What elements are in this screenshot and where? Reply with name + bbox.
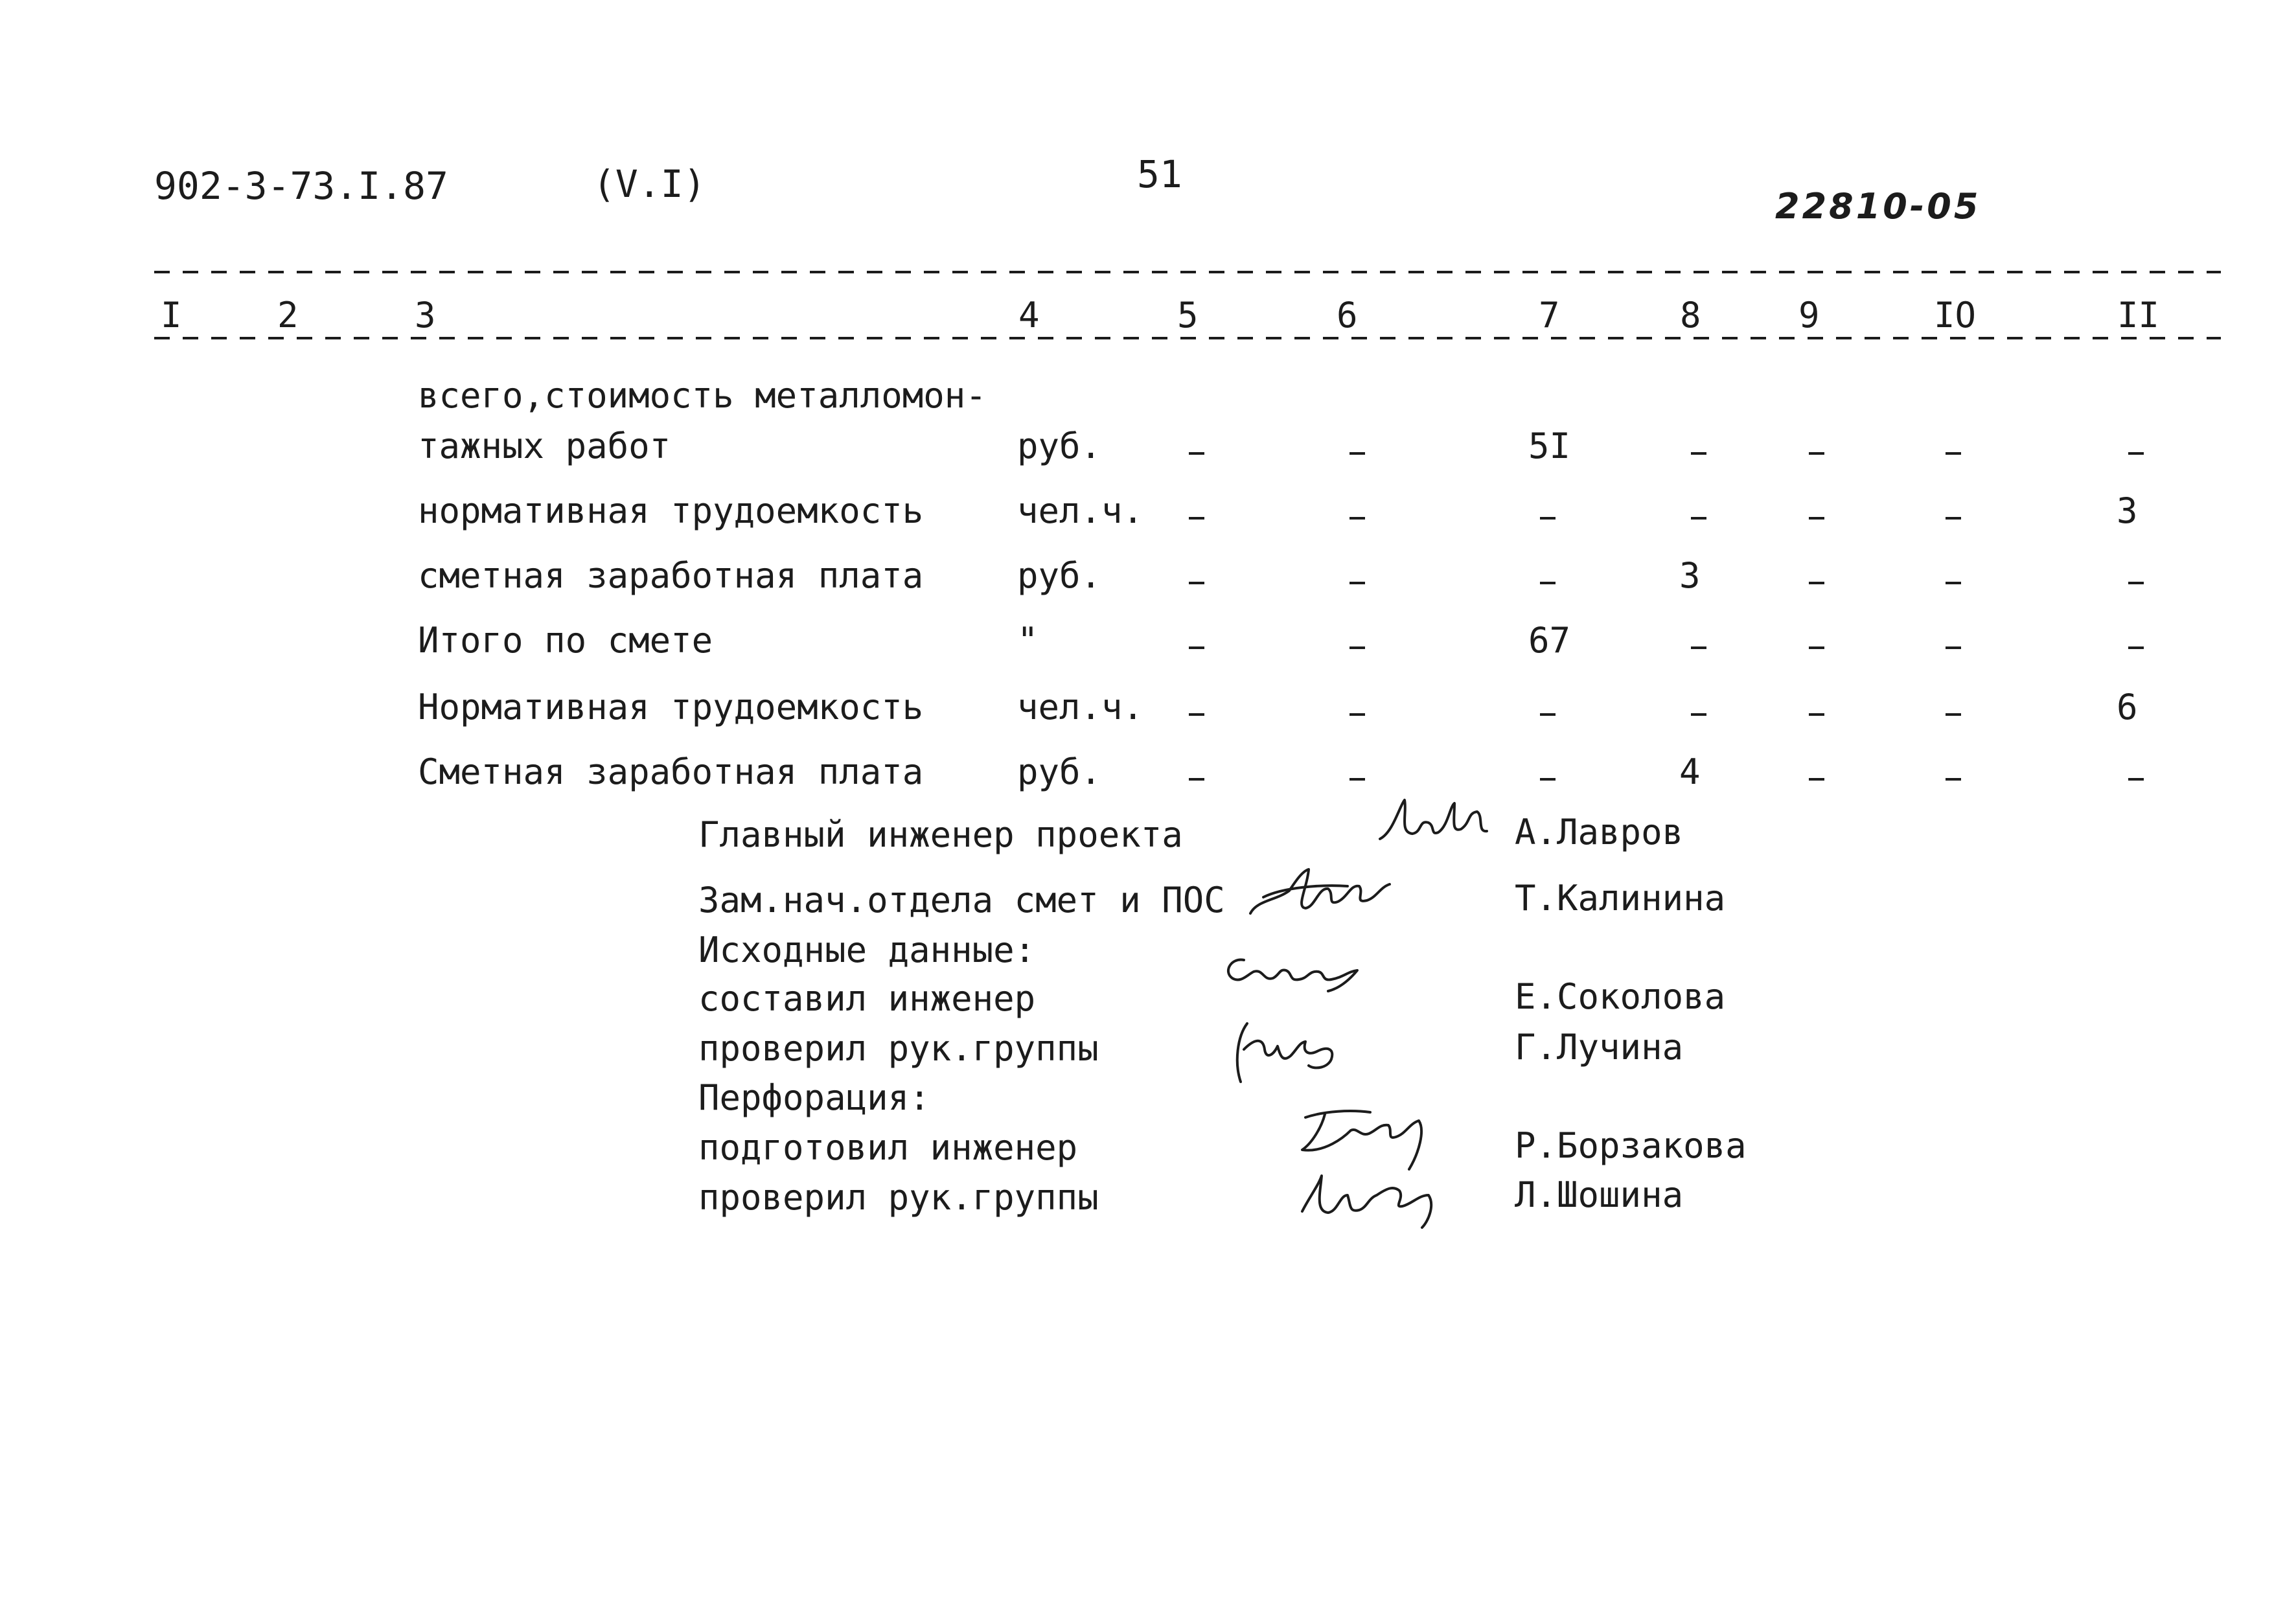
perforation-heading: Перфорация: <box>698 1077 930 1118</box>
cell-c6-empty <box>1349 517 1365 520</box>
row-description: Сметная заработная плата <box>418 751 924 792</box>
cell-c11-empty <box>2128 778 2144 781</box>
row-unit: руб. <box>1017 751 1102 792</box>
cell-c11-empty <box>2128 452 2144 455</box>
column-header-11: II <box>2117 295 2160 336</box>
doc-code: 902-3-73.I.87 <box>154 164 448 208</box>
column-header-8: 8 <box>1680 295 1701 336</box>
row-description-line2: тажных работ <box>418 426 671 466</box>
row-unit: руб. <box>1017 555 1102 596</box>
deputy-head-name: Т.Калинина <box>1515 878 1726 919</box>
column-header-7: 7 <box>1539 295 1560 336</box>
cell-c6-empty <box>1349 452 1365 455</box>
compiled-by-name: Е.Соколова <box>1515 976 1726 1017</box>
signature-sokolova <box>1218 952 1367 998</box>
cell-c10-empty <box>1946 778 1961 781</box>
table-header-rule <box>154 337 2221 339</box>
cell-c9-empty <box>1809 517 1824 520</box>
cell-c11-empty <box>2128 646 2144 649</box>
cell-c5-empty <box>1189 582 1204 584</box>
cell-c8-empty <box>1691 646 1706 649</box>
checked-by-2-role: проверил рук.группы <box>698 1177 1099 1218</box>
cell-c5-empty <box>1189 646 1204 649</box>
row-description: Итого по смете <box>418 620 713 661</box>
cell-c10-empty <box>1946 452 1961 455</box>
column-header-5: 5 <box>1177 295 1199 336</box>
prepared-by-name: Р.Борзакова <box>1515 1125 1747 1166</box>
column-header-2: 2 <box>277 295 299 336</box>
cell-c5-empty <box>1189 713 1204 716</box>
table-top-rule <box>154 271 2221 273</box>
cell-c11-empty <box>2128 582 2144 584</box>
cell-c10-empty <box>1946 517 1961 520</box>
cell-c7: 5I <box>1528 426 1571 466</box>
cell-c6-empty <box>1349 713 1365 716</box>
cell-c9-empty <box>1809 713 1824 716</box>
cell-c7-empty <box>1540 582 1556 584</box>
cell-c9-empty <box>1809 452 1824 455</box>
archive-stamp: 22810-05 <box>1775 186 1981 227</box>
cell-c8: 3 <box>1679 555 1701 596</box>
cell-c7-empty <box>1540 778 1556 781</box>
cell-c10-empty <box>1946 582 1961 584</box>
checked-by-2-name: Л.Шошина <box>1515 1174 1684 1215</box>
cell-c7-empty <box>1540 713 1556 716</box>
prepared-by-role: подготовил инженер <box>698 1127 1078 1168</box>
cell-c11: 6 <box>2117 687 2138 727</box>
column-header-4: 4 <box>1018 295 1040 336</box>
page-number: 51 <box>1137 152 1182 196</box>
cell-c10-empty <box>1946 713 1961 716</box>
cell-c7-empty <box>1540 517 1556 520</box>
volume-label: (V.I) <box>593 162 706 206</box>
cell-c8-empty <box>1691 517 1706 520</box>
checked-by-1-name: Г.Лучина <box>1515 1027 1684 1068</box>
cell-c8-empty <box>1691 713 1706 716</box>
cell-c8-empty <box>1691 452 1706 455</box>
chief-engineer-role: Главный инженер проекта <box>698 814 1183 855</box>
cell-c5-empty <box>1189 517 1204 520</box>
cell-c9-empty <box>1809 646 1824 649</box>
deputy-head-role: Зам.нач.отдела смет и ПОС <box>698 880 1225 921</box>
row-unit: " <box>1017 620 1039 661</box>
cell-c7: 67 <box>1528 620 1571 661</box>
cell-c5-empty <box>1189 778 1204 781</box>
cell-c6-empty <box>1349 582 1365 584</box>
checked-by-1-role: проверил рук.группы <box>698 1028 1099 1069</box>
row-description: Нормативная трудоемкость <box>418 687 924 727</box>
row-unit: чел.ч. <box>1017 490 1144 531</box>
row-description: нормативная трудоемкость <box>418 490 924 531</box>
signature-luchina <box>1218 1011 1367 1088</box>
chief-engineer-name: А.Лавров <box>1515 812 1684 852</box>
row-description: сметная заработная плата <box>418 555 924 596</box>
column-header-10: IO <box>1934 295 1977 336</box>
cell-c5-empty <box>1189 452 1204 455</box>
cell-c8: 4 <box>1679 751 1701 792</box>
row-unit: чел.ч. <box>1017 687 1144 727</box>
source-data-heading: Исходные данные: <box>698 930 1036 970</box>
cell-c6-empty <box>1349 778 1365 781</box>
column-header-3: 3 <box>415 295 436 336</box>
cell-c11: 3 <box>2117 490 2138 531</box>
cell-c9-empty <box>1809 582 1824 584</box>
cell-c10-empty <box>1946 646 1961 649</box>
cell-c6-empty <box>1349 646 1365 649</box>
signature-shoshina <box>1289 1160 1451 1231</box>
compiled-by-role: составил инженер <box>698 978 1036 1019</box>
signature-lavrov <box>1373 794 1503 852</box>
cell-c9-empty <box>1809 778 1824 781</box>
signature-kalinina <box>1244 862 1406 920</box>
column-header-9: 9 <box>1798 295 1820 336</box>
row-description-line1: всего,стоимость металломон- <box>418 375 987 416</box>
column-header-6: 6 <box>1337 295 1358 336</box>
column-header-1: I <box>161 295 182 336</box>
row-unit: руб. <box>1017 426 1102 466</box>
